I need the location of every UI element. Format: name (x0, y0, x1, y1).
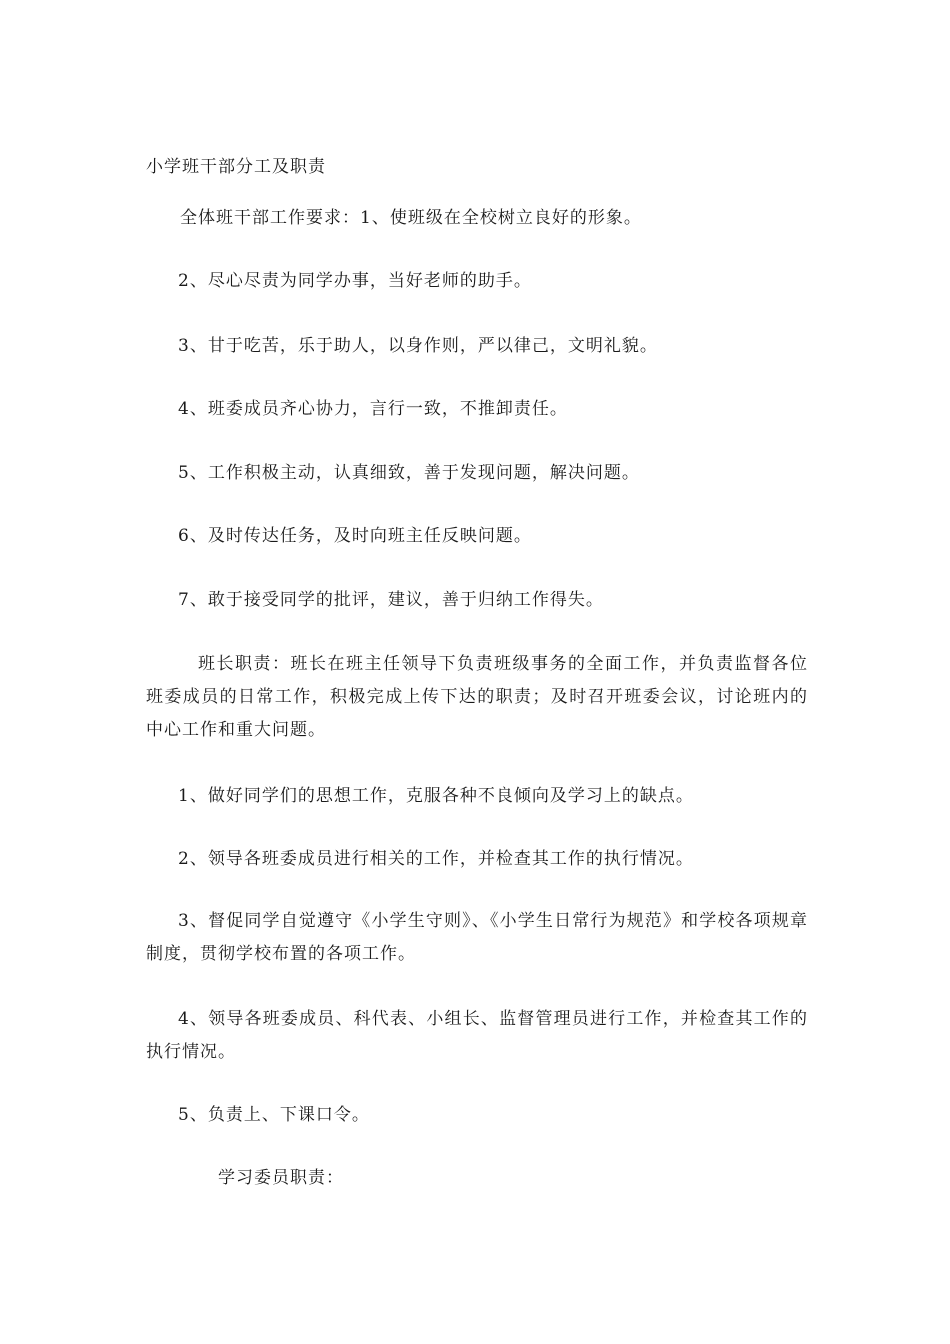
general-requirement-5: 5、工作积极主动，认真细致，善于发现问题，解决问题。 (178, 463, 640, 483)
document-title: 小学班干部分工及职责 (146, 157, 326, 177)
study-committee-heading: 学习委员职责： (218, 1168, 344, 1188)
general-requirement-6: 6、及时传达任务，及时向班主任反映问题。 (178, 526, 532, 546)
monitor-duties-intro: 班长职责：班长在班主任领导下负责班级事务的全面工作，并负责监督各位班委成员的日常工作，积极完成上传下达的职责；及时召开班委会议，讨论班内的中心工作和重大问题。 (146, 654, 808, 740)
monitor-duty-1: 1、做好同学们的思想工作，克服各种不良倾向及学习上的缺点。 (178, 786, 694, 806)
monitor-duty-3: 3、督促同学自觉遵守《小学生守则》、《小学生日常行为规范》和学校各项规章制度，贯彻学校布置的各项工作。 (146, 911, 808, 964)
general-requirement-2: 2、尽心尽责为同学办事，当好老师的助手。 (178, 271, 532, 291)
general-requirement-7: 7、敢于接受同学的批评，建议，善于归纳工作得失。 (178, 590, 604, 610)
general-requirement-1: 全体班干部工作要求：1、使班级在全校树立良好的形象。 (180, 208, 642, 228)
general-requirement-3: 3、甘于吃苦，乐于助人，以身作则，严以律己，文明礼貌。 (178, 336, 658, 356)
general-requirement-4: 4、班委成员齐心协力，言行一致，不推卸责任。 (178, 399, 568, 419)
monitor-duty-4: 4、领导各班委成员、科代表、小组长、监督管理员进行工作，并检查其工作的执行情况。 (146, 1009, 808, 1062)
monitor-duty-2: 2、领导各班委成员进行相关的工作，并检查其工作的执行情况。 (178, 849, 694, 869)
monitor-duty-5: 5、负责上、下课口令。 (178, 1105, 370, 1125)
